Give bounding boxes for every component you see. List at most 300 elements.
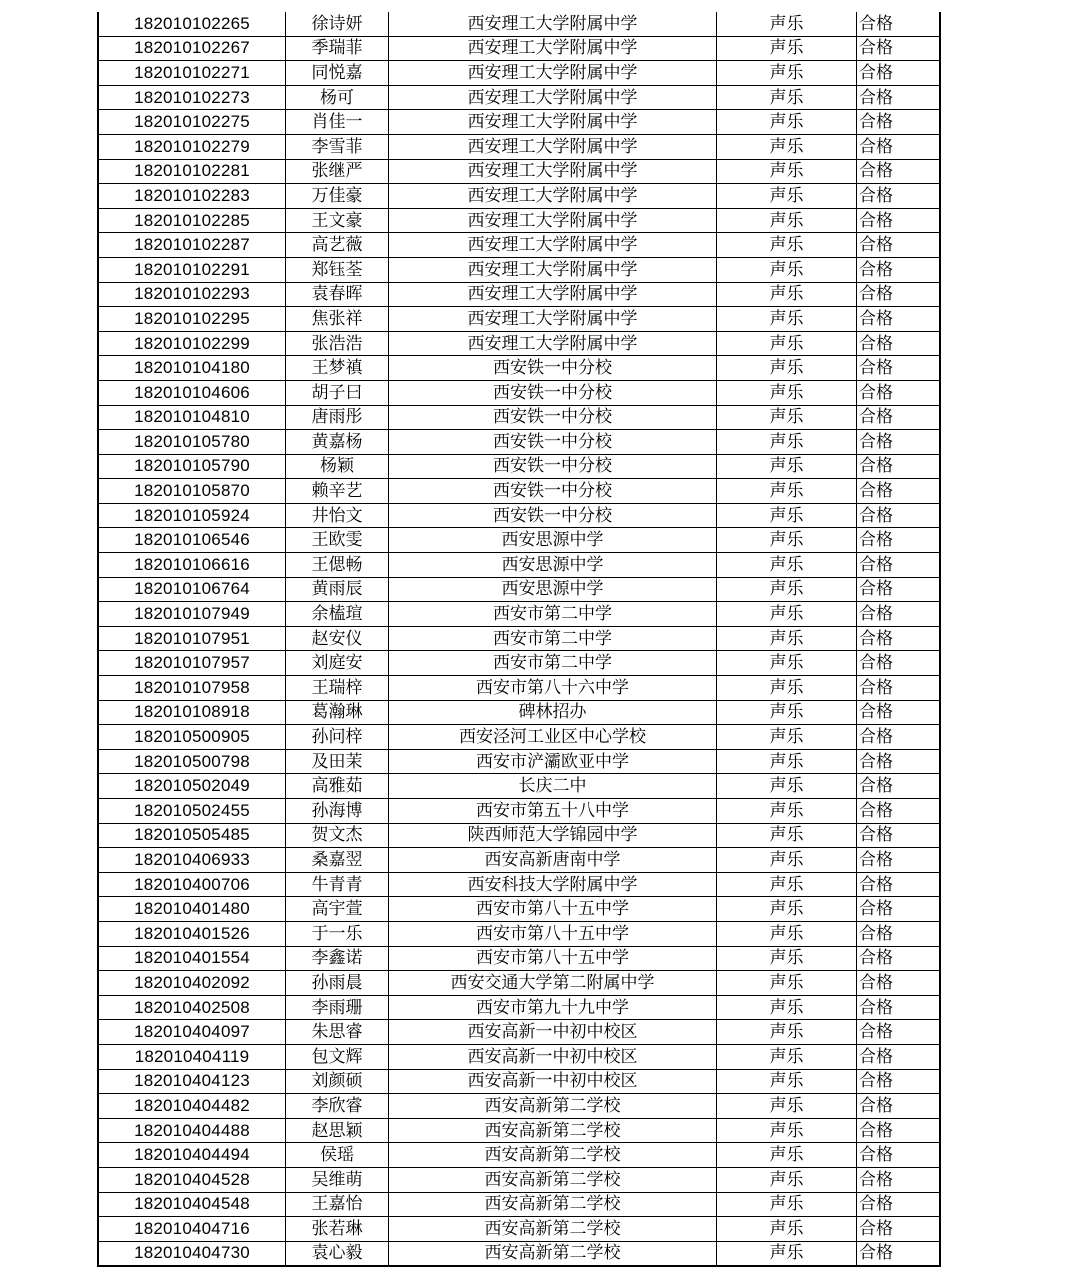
school-cell: 西安理工大学附属中学 (389, 61, 717, 86)
student-name-cell: 牛青青 (286, 872, 389, 897)
student-name-cell: 高宇萱 (286, 897, 389, 922)
exam-id-cell: 182010102291 (98, 257, 286, 282)
result-cell: 合格 (857, 282, 941, 307)
school-cell: 西安铁一中分校 (389, 454, 717, 479)
result-cell: 合格 (857, 921, 941, 946)
result-cell: 合格 (857, 1069, 941, 1094)
school-cell: 西安铁一中分校 (389, 479, 717, 504)
subject-cell: 声乐 (717, 405, 857, 430)
school-cell: 西安高新一中初中校区 (389, 1044, 717, 1069)
subject-cell: 声乐 (717, 946, 857, 971)
exam-id-cell: 182010404119 (98, 1044, 286, 1069)
exam-id-cell: 182010105790 (98, 454, 286, 479)
exam-id-cell: 182010102271 (98, 61, 286, 86)
exam-id-cell: 182010404482 (98, 1094, 286, 1119)
subject-cell: 声乐 (717, 380, 857, 405)
student-name-cell: 桑嘉翌 (286, 848, 389, 873)
subject-cell: 声乐 (717, 184, 857, 209)
student-name-cell: 肖佳一 (286, 110, 389, 135)
subject-cell: 声乐 (717, 577, 857, 602)
table-row (98, 1020, 940, 1045)
result-cell: 合格 (857, 602, 941, 627)
exam-id-cell: 182010404528 (98, 1167, 286, 1192)
exam-id-cell: 182010404488 (98, 1118, 286, 1143)
table-row (98, 479, 940, 504)
result-cell: 合格 (857, 134, 941, 159)
exam-id-cell: 182010106764 (98, 577, 286, 602)
table-row (98, 995, 940, 1020)
exam-id-cell: 182010102283 (98, 184, 286, 209)
table-row (98, 307, 940, 332)
exam-id-cell: 182010104180 (98, 356, 286, 381)
subject-cell: 声乐 (717, 1217, 857, 1242)
exam-id-cell: 182010401526 (98, 921, 286, 946)
result-cell: 合格 (857, 848, 941, 873)
student-name-cell: 侯瑶 (286, 1143, 389, 1168)
school-cell: 西安理工大学附属中学 (389, 134, 717, 159)
student-name-cell: 刘庭安 (286, 651, 389, 676)
exam-id-cell: 182010502049 (98, 774, 286, 799)
result-cell: 合格 (857, 1118, 941, 1143)
exam-id-cell: 182010107949 (98, 602, 286, 627)
school-cell: 西安科技大学附属中学 (389, 872, 717, 897)
exam-id-cell: 182010404123 (98, 1069, 286, 1094)
subject-cell: 声乐 (717, 749, 857, 774)
result-cell: 合格 (857, 454, 941, 479)
table-row (98, 134, 940, 159)
table-row (98, 430, 940, 455)
student-name-cell: 王瑞梓 (286, 676, 389, 701)
school-cell: 西安市浐灞欧亚中学 (389, 749, 717, 774)
student-name-cell: 朱思睿 (286, 1020, 389, 1045)
exam-id-cell: 182010102281 (98, 159, 286, 184)
table-row (98, 897, 940, 922)
result-cell: 合格 (857, 1167, 941, 1192)
school-cell: 西安市第二中学 (389, 626, 717, 651)
table-row (98, 1167, 940, 1192)
exam-id-cell: 182010505485 (98, 823, 286, 848)
table-row (98, 774, 940, 799)
table-row (98, 577, 940, 602)
table-row (98, 503, 940, 528)
result-cell: 合格 (857, 380, 941, 405)
result-cell: 合格 (857, 897, 941, 922)
table-row (98, 946, 940, 971)
exam-id-cell: 182010105924 (98, 503, 286, 528)
student-name-cell: 张浩浩 (286, 331, 389, 356)
subject-cell: 声乐 (717, 725, 857, 750)
table-row (98, 356, 940, 381)
school-cell: 西安高新第二学校 (389, 1143, 717, 1168)
subject-cell: 声乐 (717, 921, 857, 946)
exam-id-cell: 182010102267 (98, 36, 286, 61)
table-row (98, 208, 940, 233)
subject-cell: 声乐 (717, 1118, 857, 1143)
subject-cell: 声乐 (717, 61, 857, 86)
subject-cell: 声乐 (717, 1094, 857, 1119)
table-row (98, 85, 940, 110)
subject-cell: 声乐 (717, 823, 857, 848)
school-cell: 西安理工大学附属中学 (389, 257, 717, 282)
exam-id-cell: 182010106546 (98, 528, 286, 553)
table-row (98, 749, 940, 774)
result-cell: 合格 (857, 184, 941, 209)
school-cell: 西安理工大学附属中学 (389, 282, 717, 307)
subject-cell: 声乐 (717, 1044, 857, 1069)
school-cell: 西安市第八十五中学 (389, 921, 717, 946)
results-table (97, 12, 941, 1267)
subject-cell: 声乐 (717, 208, 857, 233)
student-name-cell: 赖辛艺 (286, 479, 389, 504)
school-cell: 西安理工大学附属中学 (389, 184, 717, 209)
table-row (98, 184, 940, 209)
table-row (98, 725, 940, 750)
subject-cell: 声乐 (717, 356, 857, 381)
exam-id-cell: 182010105870 (98, 479, 286, 504)
student-name-cell: 李雨珊 (286, 995, 389, 1020)
result-cell: 合格 (857, 1241, 941, 1266)
student-name-cell: 季瑞菲 (286, 36, 389, 61)
student-name-cell: 万佳豪 (286, 184, 389, 209)
result-cell: 合格 (857, 700, 941, 725)
exam-id-cell: 182010104606 (98, 380, 286, 405)
student-name-cell: 焦张祥 (286, 307, 389, 332)
exam-id-cell: 182010107957 (98, 651, 286, 676)
table-row (98, 257, 940, 282)
student-name-cell: 同悦嘉 (286, 61, 389, 86)
table-row (98, 159, 940, 184)
exam-id-cell: 182010402092 (98, 971, 286, 996)
subject-cell: 声乐 (717, 553, 857, 578)
table-row (98, 1069, 940, 1094)
subject-cell: 声乐 (717, 479, 857, 504)
subject-cell: 声乐 (717, 110, 857, 135)
exam-id-cell: 182010401480 (98, 897, 286, 922)
school-cell: 西安高新第二学校 (389, 1241, 717, 1266)
subject-cell: 声乐 (717, 774, 857, 799)
result-cell: 合格 (857, 356, 941, 381)
student-name-cell: 徐诗妍 (286, 12, 389, 36)
school-cell: 西安理工大学附属中学 (389, 159, 717, 184)
exam-id-cell: 182010107951 (98, 626, 286, 651)
exam-id-cell: 182010108918 (98, 700, 286, 725)
student-name-cell: 井怡文 (286, 503, 389, 528)
school-cell: 西安高新第二学校 (389, 1167, 717, 1192)
school-cell: 西安铁一中分校 (389, 430, 717, 455)
result-cell: 合格 (857, 651, 941, 676)
table-row (98, 1094, 940, 1119)
result-cell: 合格 (857, 503, 941, 528)
subject-cell: 声乐 (717, 1192, 857, 1217)
school-cell: 西安思源中学 (389, 528, 717, 553)
result-cell: 合格 (857, 749, 941, 774)
student-name-cell: 李欣睿 (286, 1094, 389, 1119)
subject-cell: 声乐 (717, 1020, 857, 1045)
subject-cell: 声乐 (717, 12, 857, 36)
result-cell: 合格 (857, 725, 941, 750)
result-cell: 合格 (857, 774, 941, 799)
student-name-cell: 刘颜硕 (286, 1069, 389, 1094)
result-cell: 合格 (857, 1217, 941, 1242)
exam-id-cell: 182010502455 (98, 799, 286, 824)
result-cell: 合格 (857, 257, 941, 282)
exam-id-cell: 182010102273 (98, 85, 286, 110)
student-name-cell: 高雅茹 (286, 774, 389, 799)
table-row (98, 823, 940, 848)
exam-id-cell: 182010406933 (98, 848, 286, 873)
student-name-cell: 袁春晖 (286, 282, 389, 307)
table-row (98, 233, 940, 258)
result-cell: 合格 (857, 110, 941, 135)
school-cell: 西安市第二中学 (389, 651, 717, 676)
school-cell: 西安思源中学 (389, 553, 717, 578)
subject-cell: 声乐 (717, 676, 857, 701)
school-cell: 西安高新第二学校 (389, 1118, 717, 1143)
student-name-cell: 余榼瑄 (286, 602, 389, 627)
subject-cell: 声乐 (717, 430, 857, 455)
table-row (98, 282, 940, 307)
result-cell: 合格 (857, 405, 941, 430)
subject-cell: 声乐 (717, 307, 857, 332)
result-cell: 合格 (857, 159, 941, 184)
exam-id-cell: 182010102287 (98, 233, 286, 258)
result-cell: 合格 (857, 61, 941, 86)
exam-id-cell: 182010102285 (98, 208, 286, 233)
student-name-cell: 王嘉怡 (286, 1192, 389, 1217)
result-cell: 合格 (857, 233, 941, 258)
school-cell: 西安铁一中分校 (389, 356, 717, 381)
exam-id-cell: 182010102299 (98, 331, 286, 356)
result-cell: 合格 (857, 823, 941, 848)
subject-cell: 声乐 (717, 1167, 857, 1192)
subject-cell: 声乐 (717, 872, 857, 897)
student-name-cell: 贺文杰 (286, 823, 389, 848)
table-row (98, 380, 940, 405)
school-cell: 西安理工大学附属中学 (389, 208, 717, 233)
school-cell: 西安高新一中初中校区 (389, 1069, 717, 1094)
school-cell: 碑林招办 (389, 700, 717, 725)
exam-id-cell: 182010102279 (98, 134, 286, 159)
table-row (98, 110, 940, 135)
student-name-cell: 及田茉 (286, 749, 389, 774)
exam-id-cell: 182010105780 (98, 430, 286, 455)
table-row (98, 1143, 940, 1168)
school-cell: 西安铁一中分校 (389, 380, 717, 405)
student-name-cell: 李鑫诺 (286, 946, 389, 971)
school-cell: 西安理工大学附属中学 (389, 36, 717, 61)
student-name-cell: 王偲畅 (286, 553, 389, 578)
subject-cell: 声乐 (717, 331, 857, 356)
subject-cell: 声乐 (717, 602, 857, 627)
result-cell: 合格 (857, 1044, 941, 1069)
result-cell: 合格 (857, 1143, 941, 1168)
student-name-cell: 王梦禛 (286, 356, 389, 381)
student-name-cell: 王欧雯 (286, 528, 389, 553)
school-cell: 西安市第八十六中学 (389, 676, 717, 701)
school-cell: 西安铁一中分校 (389, 503, 717, 528)
table-row (98, 12, 940, 36)
result-cell: 合格 (857, 995, 941, 1020)
table-row (98, 454, 940, 479)
subject-cell: 声乐 (717, 36, 857, 61)
subject-cell: 声乐 (717, 848, 857, 873)
subject-cell: 声乐 (717, 626, 857, 651)
exam-id-cell: 182010401554 (98, 946, 286, 971)
result-cell: 合格 (857, 430, 941, 455)
student-name-cell: 杨可 (286, 85, 389, 110)
school-cell: 西安理工大学附属中学 (389, 233, 717, 258)
student-name-cell: 张若琳 (286, 1217, 389, 1242)
subject-cell: 声乐 (717, 1241, 857, 1266)
result-cell: 合格 (857, 577, 941, 602)
exam-id-cell: 182010400706 (98, 872, 286, 897)
school-cell: 西安高新一中初中校区 (389, 1020, 717, 1045)
subject-cell: 声乐 (717, 1069, 857, 1094)
student-name-cell: 包文辉 (286, 1044, 389, 1069)
school-cell: 西安理工大学附属中学 (389, 12, 717, 36)
student-name-cell: 袁心毅 (286, 1241, 389, 1266)
school-cell: 西安市第五十八中学 (389, 799, 717, 824)
school-cell: 长庆二中 (389, 774, 717, 799)
table-row (98, 971, 940, 996)
school-cell: 陕西师范大学锦园中学 (389, 823, 717, 848)
school-cell: 西安理工大学附属中学 (389, 85, 717, 110)
result-cell: 合格 (857, 85, 941, 110)
exam-id-cell: 182010404716 (98, 1217, 286, 1242)
result-cell: 合格 (857, 799, 941, 824)
result-cell: 合格 (857, 626, 941, 651)
subject-cell: 声乐 (717, 528, 857, 553)
table-row (98, 36, 940, 61)
table-row (98, 1241, 940, 1266)
table-row (98, 799, 940, 824)
subject-cell: 声乐 (717, 897, 857, 922)
student-name-cell: 张继严 (286, 159, 389, 184)
student-name-cell: 孙雨晨 (286, 971, 389, 996)
student-name-cell: 高艺薇 (286, 233, 389, 258)
student-name-cell: 孙问梓 (286, 725, 389, 750)
school-cell: 西安市第二中学 (389, 602, 717, 627)
student-name-cell: 胡子曰 (286, 380, 389, 405)
table-row (98, 921, 940, 946)
result-cell: 合格 (857, 208, 941, 233)
subject-cell: 声乐 (717, 995, 857, 1020)
result-cell: 合格 (857, 12, 941, 36)
school-cell: 西安泾河工业区中心学校 (389, 725, 717, 750)
school-cell: 西安铁一中分校 (389, 405, 717, 430)
subject-cell: 声乐 (717, 971, 857, 996)
result-cell: 合格 (857, 1094, 941, 1119)
school-cell: 西安理工大学附属中学 (389, 110, 717, 135)
student-name-cell: 孙海博 (286, 799, 389, 824)
exam-id-cell: 182010102295 (98, 307, 286, 332)
result-cell: 合格 (857, 676, 941, 701)
table-row (98, 1192, 940, 1217)
exam-id-cell: 182010104810 (98, 405, 286, 430)
subject-cell: 声乐 (717, 257, 857, 282)
result-cell: 合格 (857, 1020, 941, 1045)
table-row (98, 848, 940, 873)
table-row (98, 602, 940, 627)
table-row (98, 553, 940, 578)
table-row (98, 331, 940, 356)
school-cell: 西安理工大学附属中学 (389, 307, 717, 332)
table-row (98, 1118, 940, 1143)
result-cell: 合格 (857, 307, 941, 332)
exam-id-cell: 182010102265 (134, 13, 250, 33)
result-cell: 合格 (857, 946, 941, 971)
result-cell: 合格 (857, 553, 941, 578)
table-row (98, 405, 940, 430)
subject-cell: 声乐 (717, 651, 857, 676)
table-row (98, 872, 940, 897)
subject-cell: 声乐 (717, 282, 857, 307)
exam-id-cell: 182010404494 (98, 1143, 286, 1168)
exam-id-cell: 182010404097 (98, 1020, 286, 1045)
table-row (98, 528, 940, 553)
student-name-cell: 赵思颖 (286, 1118, 389, 1143)
table-row (98, 61, 940, 86)
school-cell: 西安高新唐南中学 (389, 848, 717, 873)
student-name-cell: 杨颖 (286, 454, 389, 479)
school-cell: 西安高新第二学校 (389, 1217, 717, 1242)
subject-cell: 声乐 (717, 1143, 857, 1168)
student-name-cell: 唐雨彤 (286, 405, 389, 430)
subject-cell: 声乐 (717, 134, 857, 159)
student-name-cell: 黄嘉杨 (286, 430, 389, 455)
table-row (98, 700, 940, 725)
result-cell: 合格 (857, 971, 941, 996)
subject-cell: 声乐 (717, 454, 857, 479)
student-name-cell: 郑钰荃 (286, 257, 389, 282)
results-table-body (98, 12, 940, 1266)
student-name-cell: 葛瀚琳 (286, 700, 389, 725)
subject-cell: 声乐 (717, 85, 857, 110)
school-cell: 西安高新第二学校 (389, 1094, 717, 1119)
student-name-cell: 吴维萌 (286, 1167, 389, 1192)
exam-id-cell: 182010404730 (98, 1241, 286, 1266)
school-cell: 西安理工大学附属中学 (389, 331, 717, 356)
table-row (98, 626, 940, 651)
school-cell: 西安市第八十五中学 (389, 897, 717, 922)
exam-id-cell: 182010106616 (98, 553, 286, 578)
result-cell: 合格 (857, 1192, 941, 1217)
exam-id-cell: 182010500798 (98, 749, 286, 774)
result-cell: 合格 (857, 331, 941, 356)
result-cell: 合格 (857, 528, 941, 553)
subject-cell: 声乐 (717, 503, 857, 528)
school-cell: 西安高新第二学校 (389, 1192, 717, 1217)
subject-cell: 声乐 (717, 799, 857, 824)
student-name-cell: 王文豪 (286, 208, 389, 233)
school-cell: 西安市第九十九中学 (389, 995, 717, 1020)
subject-cell: 声乐 (717, 700, 857, 725)
student-name-cell: 于一乐 (286, 921, 389, 946)
exam-id-cell: 182010107958 (98, 676, 286, 701)
exam-id-cell: 182010102275 (98, 110, 286, 135)
result-cell: 合格 (857, 479, 941, 504)
table-row (98, 676, 940, 701)
school-cell: 西安交通大学第二附属中学 (389, 971, 717, 996)
table-row (98, 1044, 940, 1069)
exam-id-cell: 182010404548 (98, 1192, 286, 1217)
exam-id-cell: 182010500905 (98, 725, 286, 750)
school-cell: 西安思源中学 (389, 577, 717, 602)
student-name-cell: 黄雨辰 (286, 577, 389, 602)
exam-id-cell: 182010402508 (98, 995, 286, 1020)
subject-cell: 声乐 (717, 159, 857, 184)
school-cell: 西安市第八十五中学 (389, 946, 717, 971)
